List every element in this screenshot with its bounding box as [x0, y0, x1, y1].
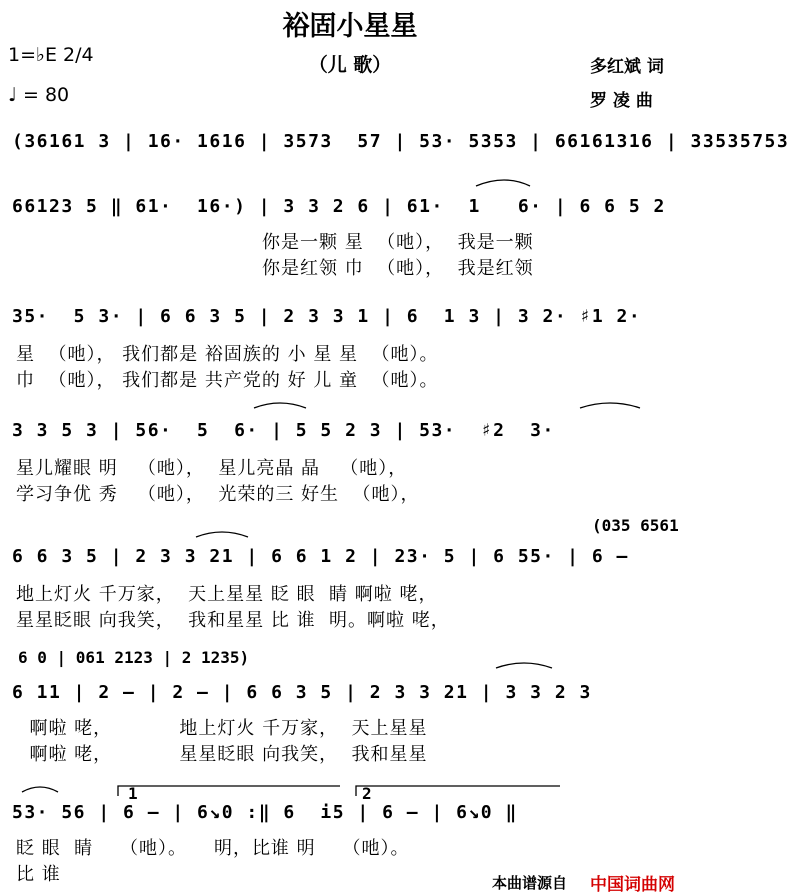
lyric-line-5b: 星星眨眼 向我笑， 我和星星 比 谁 明。啊啦 咾， [16, 610, 450, 631]
interlude-notes-6: 6 0 | 061 2123 | 2 1235) [18, 648, 250, 667]
site-watermark[interactable]: 中国词曲网 [590, 875, 675, 895]
lyric-line-4a: 星儿耀眼 明 （吔）， 星儿亮晶 晶 （吔）， [16, 458, 408, 479]
lyric-line-6a: 啊啦 咾， 地上灯火 千万家， 天上星星 [16, 718, 428, 739]
slur-mark [476, 180, 530, 186]
lyric-line-4b: 学习争优 秀 （吔）， 光荣的三 好生 （吔）， [16, 484, 420, 505]
lyric-line-5a: 地上灯火 千万家， 天上星星 眨 眼 睛 啊啦 咾， [16, 584, 438, 605]
notation-line-2: 66123 5 ‖ 61· 16·) | 3 3 2 6 | 61· 1 6· | 6 6 5 2 [12, 196, 666, 217]
volta-bracket-2 [356, 786, 560, 796]
interlude-notes-5: (035 6561 [592, 516, 679, 535]
notation-line-6: 6 11 | 2 — | 2 — | 6 6 3 5 | 2 3 3 21 | 3 3 2 3 [12, 682, 592, 703]
song-title: 裕固小星星 [282, 11, 418, 42]
source-label: 本曲谱源自 [492, 874, 568, 892]
notation-line-7: 53· 56 | 6 — | 6↘0 :‖ 6 i5 | 6 — | 6↘0 ‖ [12, 802, 518, 823]
lyric-line-2a: 你是一颗 星 （吔）， 我是一颗 [262, 232, 534, 253]
composer-credit: 罗 凌 曲 [590, 91, 653, 111]
notation-line-1: (36161 3 | 16· 1616 | 3573 57 | 53· 5353 | 66161316 | 33535753 [12, 131, 789, 152]
slur-mark [196, 532, 248, 537]
slur-mark [22, 787, 58, 792]
notation-line-5: 6 6 3 5 | 2 3 3 21 | 6 6 1 2 | 23· 5 | 6 55· | 6 — [12, 546, 629, 567]
tempo-marking: ♩ = 80 [8, 84, 70, 106]
slur-mark [496, 663, 552, 668]
lyric-line-7b: 比 谁 [16, 864, 61, 885]
key-signature: 1=♭E 2/4 [8, 44, 94, 66]
lyric-line-3a: 星 （吔）， 我们都是 裕固族的 小 星 星 （吔）。 [16, 344, 439, 365]
slur-mark [580, 403, 640, 408]
notation-line-4: 3 3 5 3 | 56· 5 6· | 5 5 2 3 | 53· ♯2 3· [12, 420, 555, 441]
lyric-line-7a: 眨 眼 睛 （吔）。 明，比谁 明 （吔）。 [16, 838, 410, 859]
volta-bracket-1 [118, 786, 340, 796]
notation-line-3: 35· 5 3· | 6 6 3 5 | 2 3 3 1 | 6 1 3 | 3 2· ♯1 2· [12, 306, 642, 327]
slur-mark [254, 403, 306, 408]
volta-2-label: 2 [362, 784, 372, 803]
volta-1-label: 1 [128, 784, 138, 803]
lyric-line-3b: 巾 （吔）， 我们都是 共产党的 好 儿 童 （吔）。 [16, 370, 439, 391]
lyric-line-2b: 你是红领 巾 （吔）， 我是红领 [262, 258, 534, 279]
lyric-line-6b: 啊啦 咾， 星星眨眼 向我笑， 我和星星 [16, 744, 428, 765]
lyricist-credit: 多红斌 词 [590, 57, 664, 77]
song-subtitle: （儿 歌） [308, 54, 392, 76]
